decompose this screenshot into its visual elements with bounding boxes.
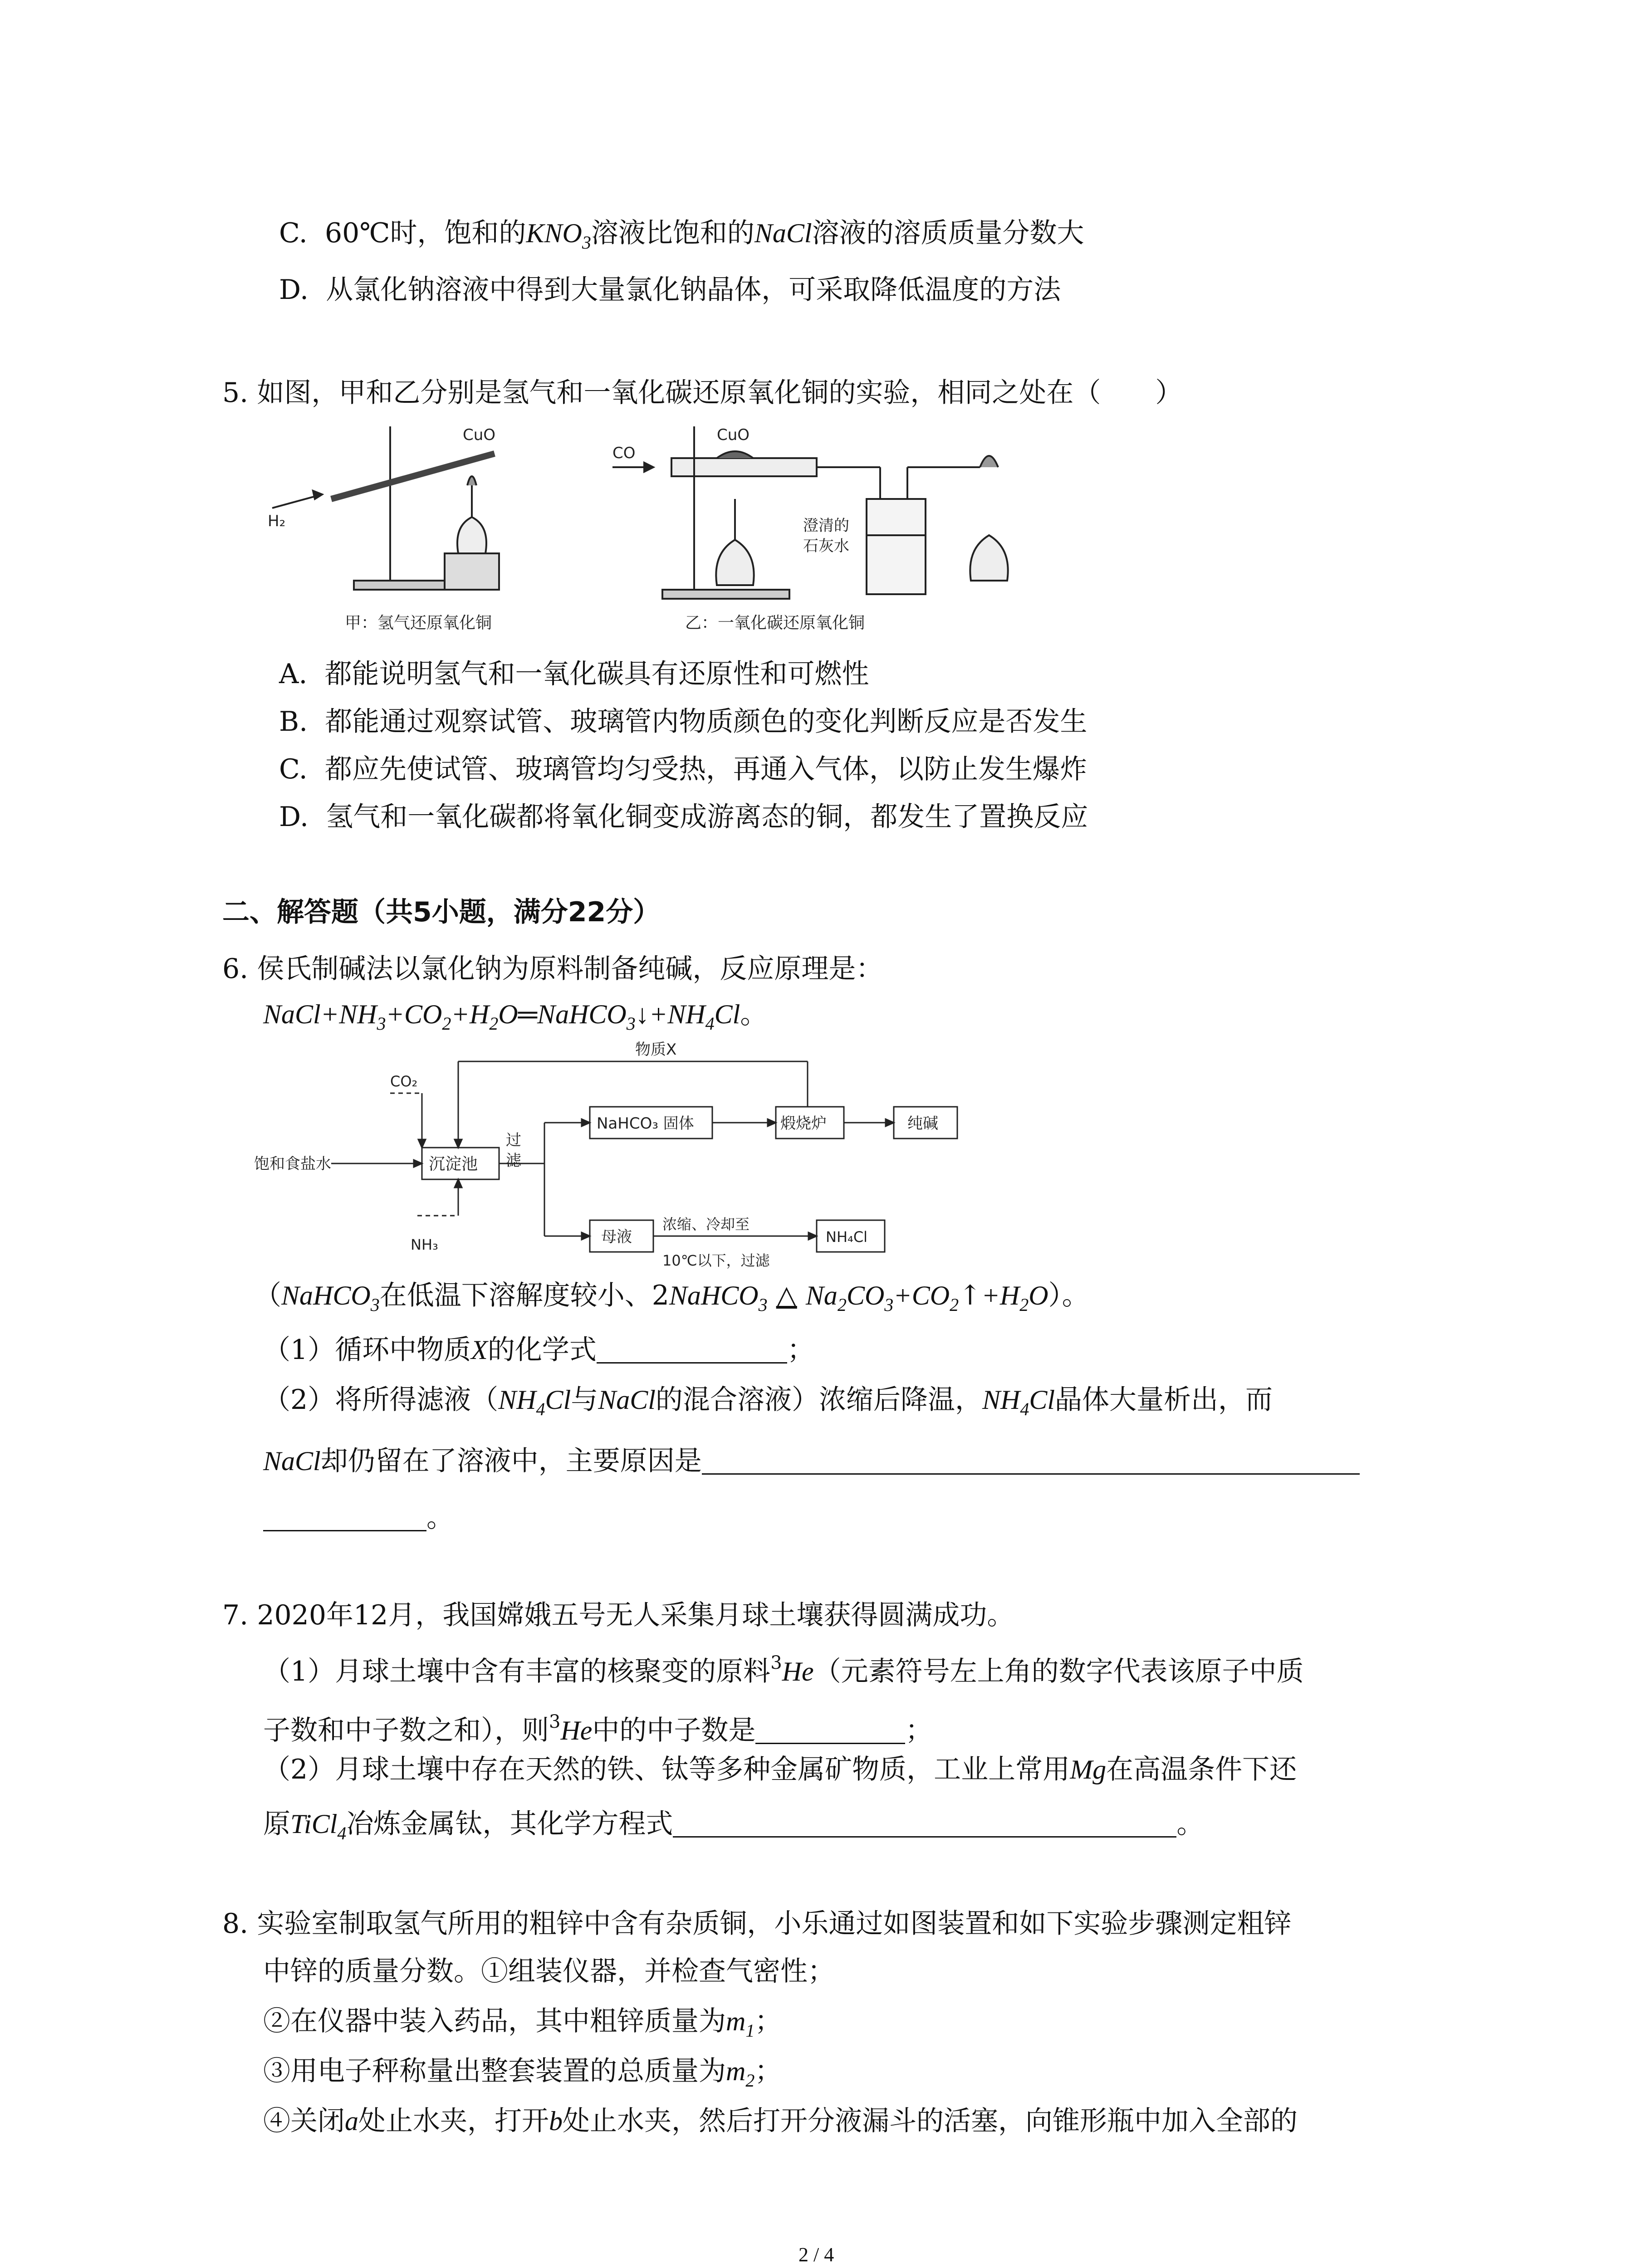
flow-filter-1: 过: [506, 1131, 521, 1149]
q6-part-2-line-3: 。: [263, 1501, 454, 1534]
q6-stem: 6. 侯氏制碱法以氯化钠为原料制备纯碱，反应原理是：: [222, 953, 883, 985]
flow-nh4cl: NH₄Cl: [826, 1228, 868, 1246]
q4-option-d: D. 从氯化钠溶液中得到大量氯化钠晶体，可采取降低温度的方法: [279, 274, 1061, 306]
q7-answer-blank-1[interactable]: [755, 1716, 905, 1744]
q7-part-2-line-1: （2）月球土壤中存在天然的铁、钛等多种金属矿物质，工业上常用Mg在高温条件下还: [263, 1754, 1297, 1785]
flow-tank: 沉淀池: [429, 1155, 478, 1173]
yi-limewater-label-2: 石灰水: [803, 537, 849, 555]
q5-option-a: A. 都能说明氢气和一氧化碳具有还原性和可燃性: [279, 658, 869, 690]
yi-co-label: CO: [612, 444, 636, 462]
flow-below10: 10℃以下，过滤: [662, 1252, 770, 1269]
jia-h2-label: H₂: [268, 512, 286, 530]
flow-nahco3: NaHCO₃ 固体: [597, 1114, 694, 1133]
q6-note: （NaHCO$_3$在低温下溶解度较小、2NaHCO$_3$ △ $Na_2CO_3+CO_2↑+H_2O$）。: [254, 1280, 1089, 1315]
q7-part-1-line-2: 子数和中子数之和），则$^3$He中的中子数是 ；: [263, 1711, 933, 1746]
q7-stem: 7. 2020年12月，我国嫦娥五号无人采集月球土壤获得圆满成功。: [222, 1599, 1014, 1631]
flow-co2: CO₂: [390, 1073, 418, 1090]
q8-line-5: ④关闭a处止水夹，打开b处止水夹，然后打开分液漏斗的活塞，向锥形瓶中加入全部的: [263, 2105, 1298, 2137]
q6-part-1: （1）循环中物质X的化学式 ；: [263, 1334, 814, 1366]
q6-part-2-line-1: （2）将所得滤液（$NH_4Cl$与NaCl的混合溶液）浓缩后降温，$NH_4Cl$晶体大量析出，而: [263, 1384, 1273, 1419]
flow-concentrate: 浓缩、冷却至: [662, 1216, 750, 1233]
q7-part-1-line-1: （1）月球土壤中含有丰富的核聚变的原料$^3$He（元素符号左上角的数字代表该原子中质: [263, 1652, 1304, 1687]
flow-mother: 母液: [601, 1228, 632, 1246]
yi-cuo-label: CuO: [717, 426, 750, 444]
q5-apparatus-figure: [263, 417, 1034, 644]
page-number: 2 / 4: [798, 2244, 834, 2266]
q7-part-2-line-2: 原TiCl$_4$冶炼金属钛，其化学方程式 。: [263, 1808, 1204, 1843]
flow-soda: 纯碱: [907, 1114, 938, 1133]
q8-line-1: 8. 实验室制取氢气所用的粗锌中含有杂质铜，小乐通过如图装置和如下实验步骤测定粗锌: [222, 1908, 1292, 1940]
jia-caption: 甲：氢气还原氧化铜: [345, 614, 492, 632]
flow-nh3: NH₃: [411, 1236, 438, 1253]
jia-cuo-label: CuO: [463, 426, 496, 444]
q6-equation: $NaCl+NH_3+CO_2+H_2O═NaHCO_3↓+NH_4Cl$。: [263, 999, 768, 1034]
q5-option-c: C. 都应先使试管、玻璃管均匀受热，再通入气体，以防止发生爆炸: [279, 753, 1087, 785]
yi-limewater-label-1: 澄清的: [803, 517, 849, 535]
q5-option-b: B. 都能通过观察试管、玻璃管内物质颜色的变化判断反应是否发生: [279, 706, 1087, 738]
q6-answer-blank-1[interactable]: [597, 1336, 787, 1364]
yi-caption: 乙：一氧化碳还原氧化铜: [685, 614, 865, 632]
q8-line-2: 中锌的质量分数。①组装仪器，并检查气密性；: [263, 1955, 835, 1987]
q6-answer-blank-2-cont[interactable]: [263, 1504, 426, 1531]
q6-part-2-line-2: NaCl却仍留在了溶液中，主要原因是: [263, 1445, 1360, 1477]
q5-option-d: D. 氢气和一氧化碳都将氧化铜变成游离态的铜，都发生了置换反应: [279, 801, 1088, 833]
q6-flow-diagram: [254, 1039, 962, 1275]
flow-filter-2: 滤: [506, 1152, 521, 1170]
section-2-title: 二、解答题（共5小题，满分22分）: [222, 896, 661, 928]
q5-stem: 5. 如图，甲和乙分别是氢气和一氧化碳还原氧化铜的实验，相同之处在（ ）: [222, 377, 1183, 409]
q8-line-4: ③用电子秤称量出整套装置的总质量为$m_2$；: [263, 2055, 782, 2091]
flow-x: 物质X: [635, 1041, 677, 1059]
flow-brine: 饱和食盐水: [254, 1155, 331, 1173]
q7-answer-blank-2[interactable]: [673, 1810, 1176, 1838]
apparatus-jia: [272, 426, 499, 590]
apparatus-yi: [612, 426, 1008, 599]
q8-line-3: ②在仪器中装入药品，其中粗锌质量为$m_1$；: [263, 2005, 782, 2041]
flow-furnace: 煅烧炉: [780, 1114, 827, 1133]
q4-option-c: C. 60℃时，饱和的$KNO_3$溶液比饱和的NaCl溶液的溶质质量分数大: [279, 217, 1084, 253]
q6-answer-blank-2[interactable]: [702, 1447, 1360, 1475]
